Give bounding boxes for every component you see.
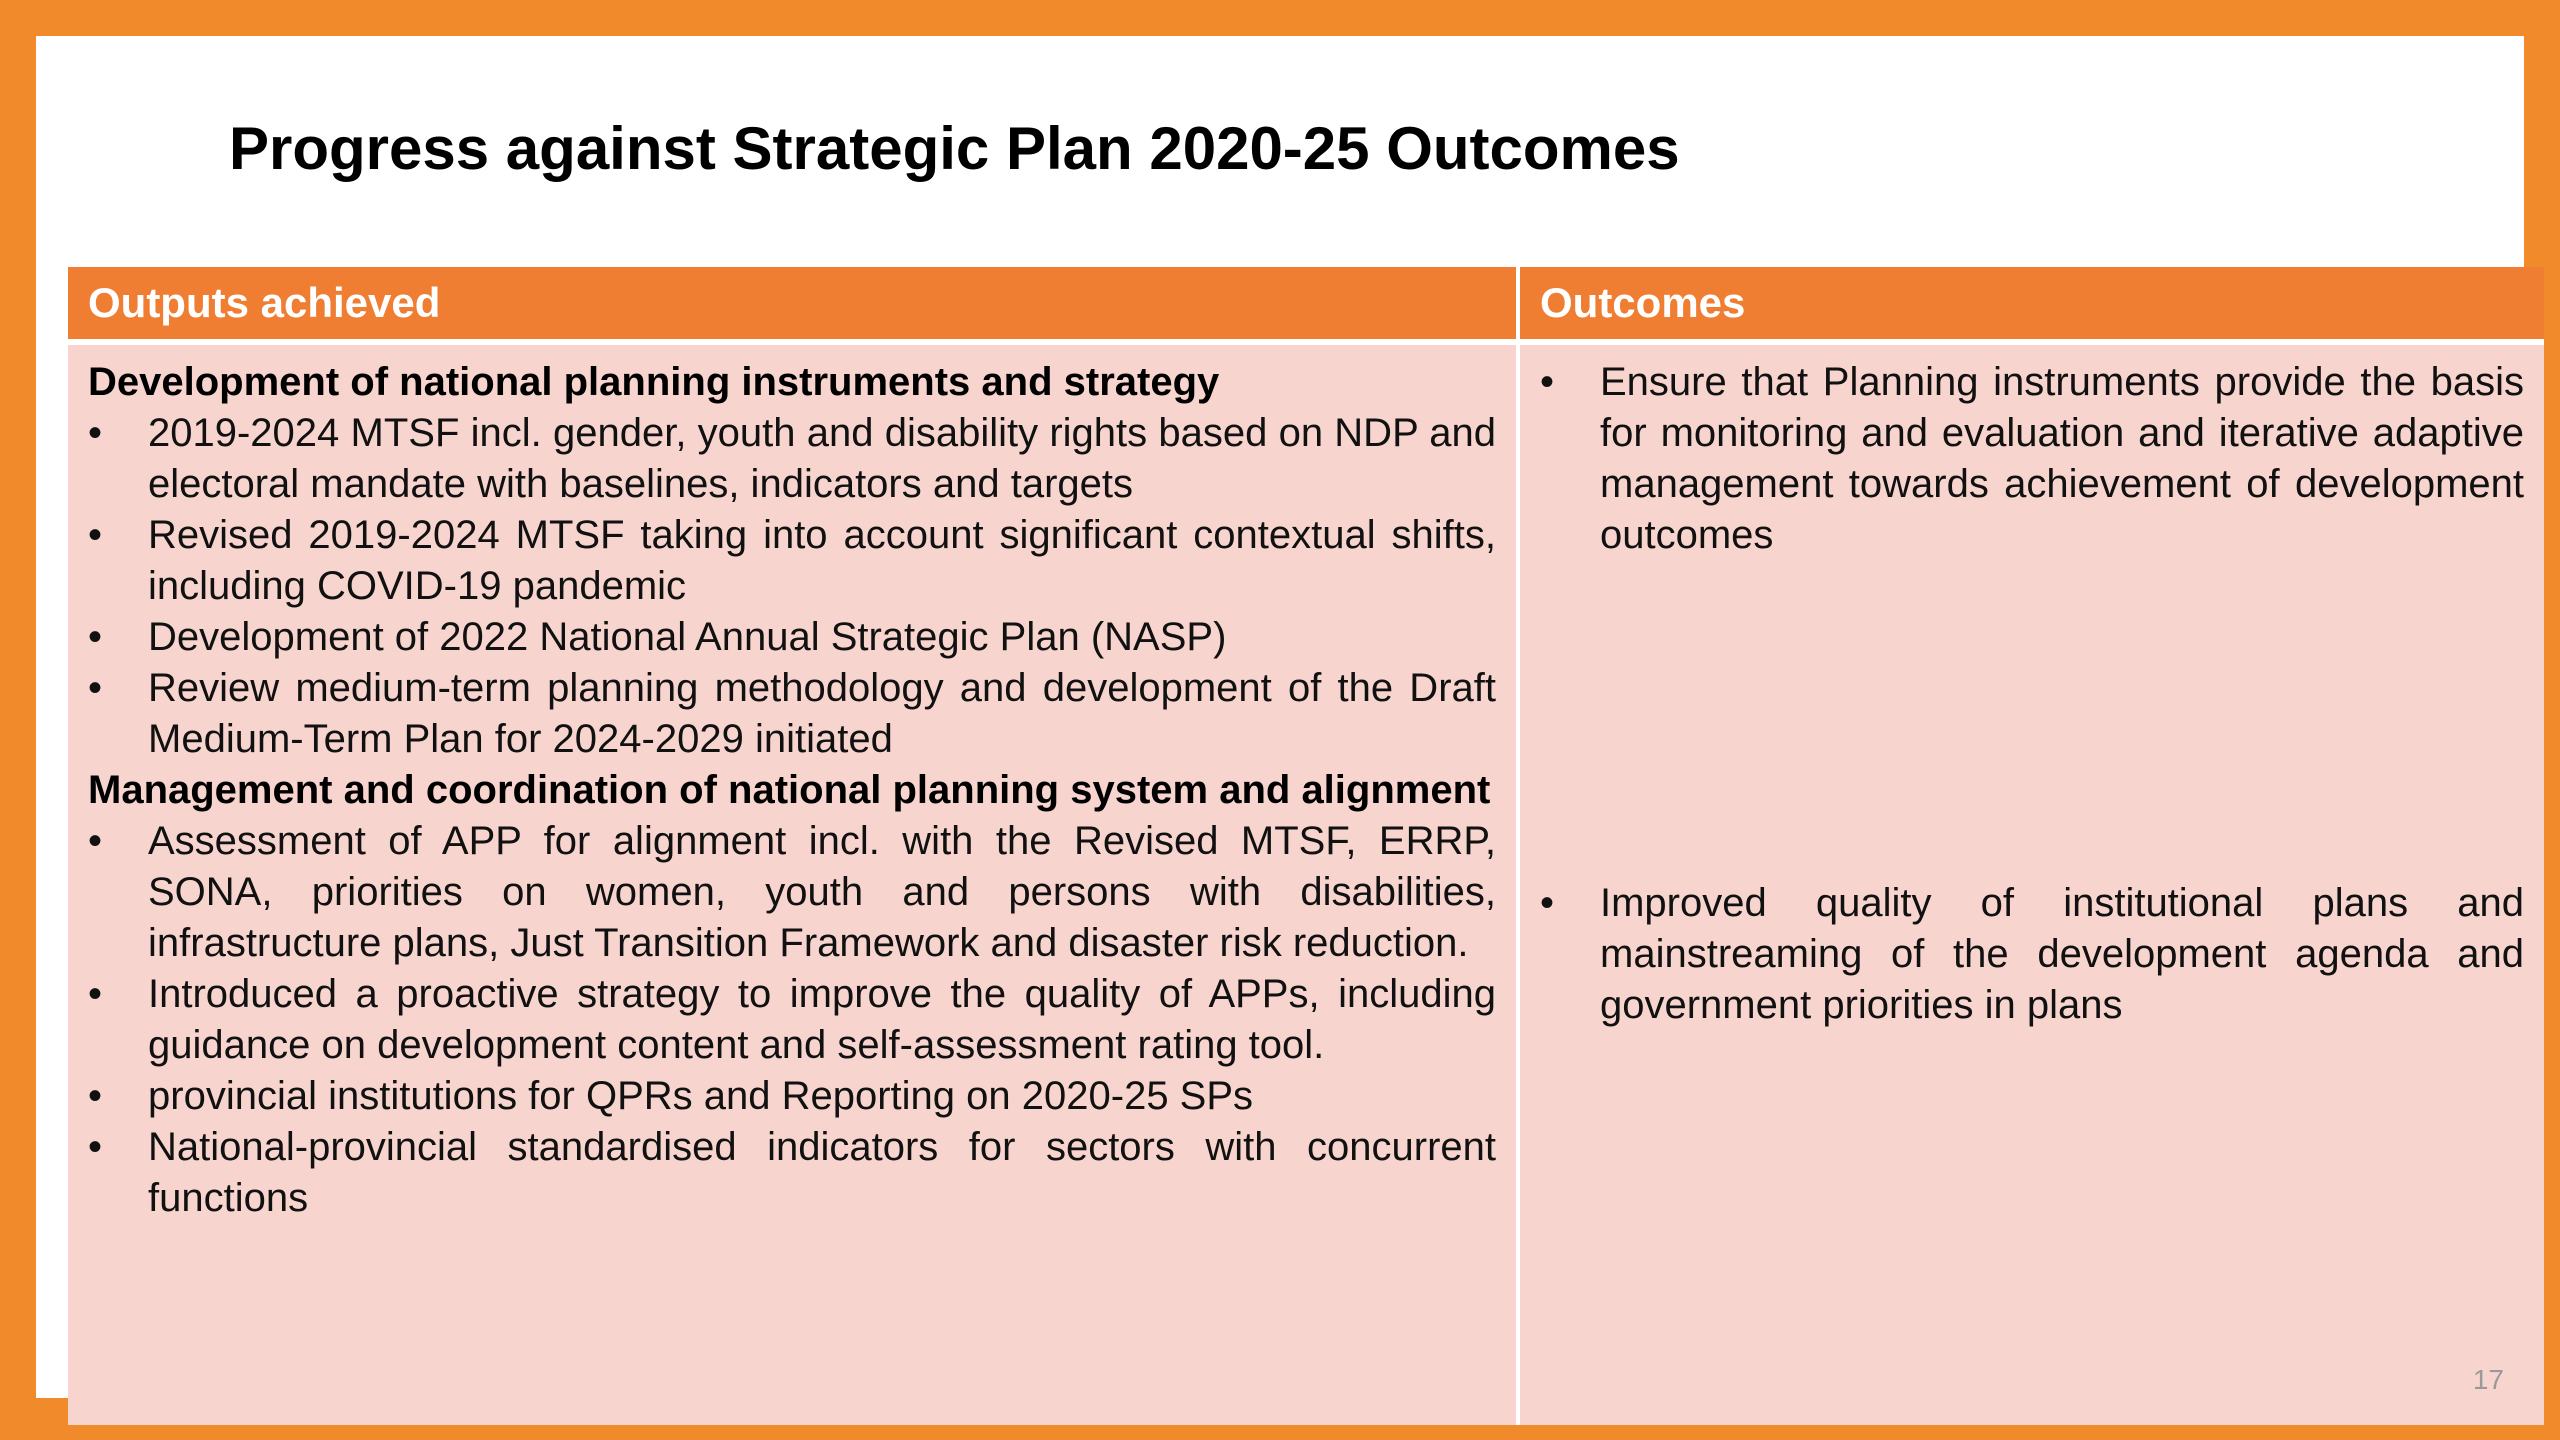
bullet-icon: •	[88, 819, 103, 863]
bullet-icon: •	[88, 972, 103, 1016]
progress-table	[68, 267, 2544, 1425]
list-item: • Introduced a proactive strategy to improve the quality of APPs, including guidance on development content and self-assessment rating tool.	[88, 969, 1496, 1071]
table-body-row	[68, 339, 2544, 1425]
list-item: • Ensure that Planning instruments provide the basis for monitoring and evaluation and iterative adaptive management towards achievement of development outcomes	[1540, 357, 2524, 561]
outputs-cell	[68, 339, 1520, 1425]
outcomes-cell	[1520, 339, 2544, 1425]
bullet-icon: •	[88, 1074, 103, 1118]
list-item: • provincial institutions for QPRs and Reporting on 2020-25 SPs	[88, 1071, 1496, 1122]
bullet-icon: •	[1540, 360, 1555, 404]
bullet-icon: •	[1540, 881, 1555, 925]
bullet-icon: •	[88, 1125, 103, 1169]
list-item: • 2019-2024 MTSF incl. gender, youth and disability rights based on NDP and electoral mandate with baselines, indicators and targets	[88, 408, 1496, 510]
bullet-icon: •	[88, 411, 103, 455]
slide	[36, 36, 2524, 1398]
list-item: • Revised 2019-2024 MTSF taking into account significant contextual shifts, including COVID-19 pandemic	[88, 510, 1496, 612]
list-item: • Assessment of APP for alignment incl. with the Revised MTSF, ERRP, SONA, priorities on women, youth and persons with disabilities, infrastructure plans, Just Transition Framework and disaster risk reduction.	[88, 816, 1496, 969]
slide-title: Progress against Strategic Plan 2020-25 Outcomes	[229, 115, 1680, 182]
outcome-list-2	[1540, 878, 2524, 1031]
outcome-list-1	[1540, 357, 2524, 561]
section-heading-management-coordination: Management and coordination of national planning system and alignment	[88, 768, 1491, 812]
section-heading-planning-instruments: Development of national planning instruments and strategy	[88, 360, 1220, 404]
bullet-icon: •	[88, 666, 103, 710]
planning-instruments-list	[88, 408, 1496, 765]
header-outputs-achieved: Outputs achieved	[68, 267, 1520, 339]
list-item: • Review medium-term planning methodology and development of the Draft Medium-Term Plan for 2024-2029 initiated	[88, 663, 1496, 765]
list-item: • Improved quality of institutional plans and mainstreaming of the development agenda and government priorities in plans	[1540, 878, 2524, 1031]
management-coordination-list	[88, 816, 1496, 1224]
page-number: 17	[2472, 1364, 2504, 1395]
bullet-icon: •	[88, 513, 103, 557]
list-item: • Development of 2022 National Annual Strategic Plan (NASP)	[88, 612, 1496, 663]
list-item: • National-provincial standardised indicators for sectors with concurrent functions	[88, 1122, 1496, 1224]
header-outcomes: Outcomes	[1520, 267, 2544, 339]
bullet-icon: •	[88, 615, 103, 659]
table-header-row	[68, 267, 2544, 339]
